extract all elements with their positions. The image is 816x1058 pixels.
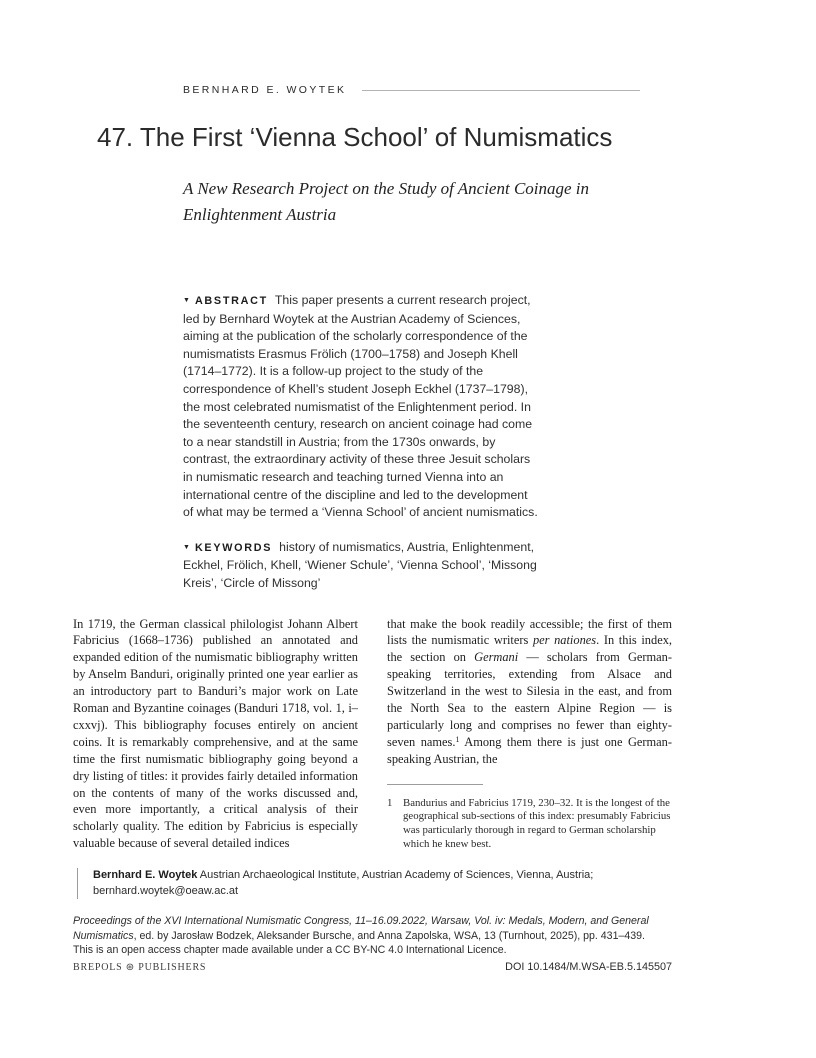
abstract-block <box>183 292 541 522</box>
proceedings-title: Proceedings of the XVI International Numismatic Congress, 11–16.09.2022, Warsaw, Vol. iv: Medals, Modern, and General Numismatics <box>73 915 649 942</box>
keywords-text: history of numismatics, Austria, Enlightenment, Eckhel, Frölich, Khell, ‘Wiener Schule’, ‘Vienna School’, ‘Missong Kreis’, ‘Circle of Missong’ <box>183 539 537 590</box>
proceedings-editors: , ed. by Jarosław Bodzek, Aleksander Bursche, and Anna Zapolska, WSA, 13 (Turnhout, 2025), pp. 431–439. <box>133 929 645 942</box>
publisher-logo: BREPOLS ⊛ PUBLISHERS <box>73 961 207 973</box>
author-name: Bernhard E. Woytek <box>93 869 198 882</box>
body-left-column <box>73 616 358 853</box>
page-subtitle: A New Research Project on the Study of Ancient Coinage in Enlightenment Austria <box>183 179 590 224</box>
abstract-label: ABSTRACT <box>194 295 268 307</box>
header-rule <box>362 90 640 91</box>
author-email: bernhard.woytek@oeaw.ac.at <box>93 884 239 897</box>
page-title: 47. The First ‘Vienna School’ of Numismatics <box>97 122 613 152</box>
footnote-rule <box>387 784 483 785</box>
triangle-down-icon: ▼ <box>183 543 190 551</box>
footnote <box>387 797 672 852</box>
keywords-block <box>183 539 541 593</box>
imprint-bottom-row <box>73 961 672 973</box>
doi-text: DOI 10.1484/M.WSA-EB.5.145507 <box>505 960 672 973</box>
latin-phrase: Germani <box>474 650 519 665</box>
latin-phrase: per nationes <box>532 633 597 648</box>
body-right-paragraph <box>387 616 672 768</box>
license-note: This is an open access chapter made available under a CC BY-NC 4.0 International Licence. <box>73 944 507 957</box>
footnote-text: Bandurius and Fabricius 1719, 230–32. It is the longest of the geographical sub-sections of this index: presumably Fabricius was particularly thorough in regard to German scholarship which he knew best. <box>403 796 671 851</box>
footnote-number: 1 <box>387 796 393 809</box>
author-affiliation <box>77 868 667 899</box>
body-text-segment: that make the book readily accessible; the first of them lists the numismatic writers <box>387 616 672 648</box>
running-header <box>183 84 672 96</box>
abstract-text: This paper presents a current research project, led by Bernhard Woytek at the Austrian Academy of Sciences, aiming at the publication of the scholarly correspondence of the numismatists Erasmus Frölich (1700–1758) and Joseph Khell (1714–1772). It is a follow-up project to the study of the correspondence of Khell’s student Joseph Eckhel (1737–1798), the most celebrated numismatist of the Enlightenment period. In the seventeenth century, research on ancient coinage had come to a near standstill in Austria; from the 1730s onwards, by contrast, the extraordinary activity of these three Jesuit scholars in numismatic research and teaching turned Vienna into an international centre of the discipline and led to the development of what may be termed a ‘Vienna School’ of ancient numismatics. <box>183 293 538 520</box>
body-columns <box>73 616 672 853</box>
body-text-segment: Among them there is just one German-speaking Austrian, the <box>387 734 672 766</box>
running-author: BERNHARD E. WOYTEK <box>183 84 347 96</box>
triangle-down-icon: ▼ <box>183 297 190 304</box>
proceedings-citation <box>73 914 672 943</box>
footnote-reference: 1 <box>455 734 460 744</box>
body-left-paragraph: In 1719, the German classical philologist Johann Albert Fabricius (1668–1736) published an annotated and expanded edition of the numismatic bibliography written by Anselm Banduri, originally printed one year earlier as an introductory part to Banduri’s major work on Late Roman and Byzantine coinages (Banduri 1718, vol. 1, i–cxxvj). This bibliography focuses entirely on ancient coins. It is remarkably comprehensive, and at the same time the first numismatic bibliography going beyond a dry listing of titles: it provides fairly detailed information on the contents of many of the works discussed and, even more importantly, a critical analysis of their scholarly quality. The edition by Fabricius is especially valuable because of several detailed indices <box>73 616 358 851</box>
body-right-column <box>387 616 672 853</box>
imprint-block <box>73 914 672 958</box>
keywords-label: KEYWORDS <box>194 541 273 554</box>
body-text-segment: . In this index, the section on <box>387 633 672 665</box>
affiliation-text: Austrian Archaeological Institute, Austrian Academy of Sciences, Vienna, Austria; <box>197 869 594 882</box>
body-text-segment: — scholars from German-speaking territories, extending from Alsace and Switzerland in the west to Silesia in the east, and from the North Sea to the eastern Alpine Region — is particularly long and comprises no fewer than eighty-seven names. <box>387 650 672 749</box>
